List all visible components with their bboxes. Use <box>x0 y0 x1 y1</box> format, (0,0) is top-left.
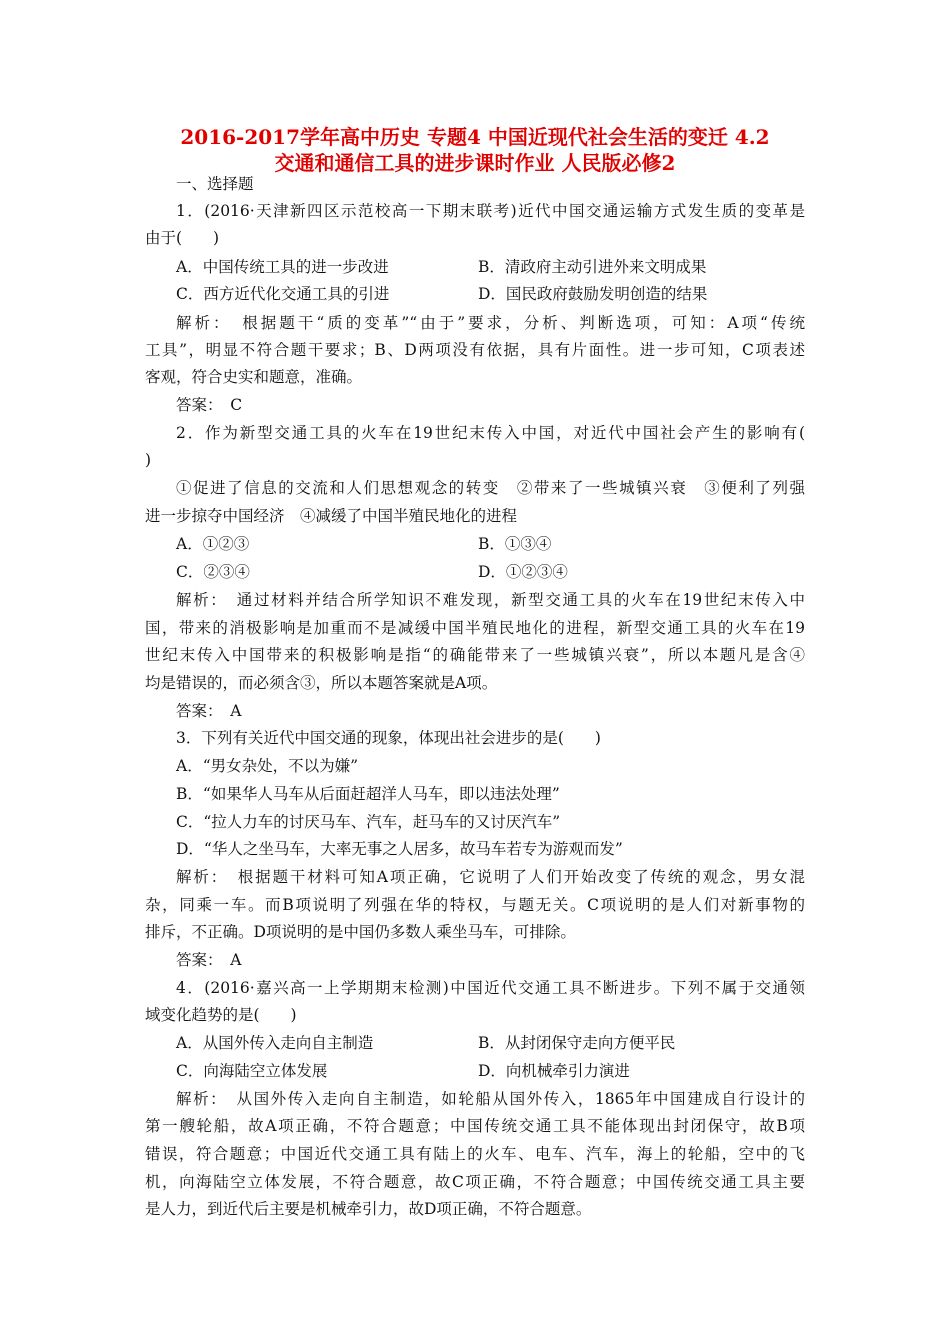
q3-answer: 答案： A <box>176 951 242 969</box>
q3-option-d: D．“华人之坐马车，大率无事之人居多，故马车若专为游观而发” <box>176 840 623 858</box>
q1-option-c: C．西方近代化交通工具的引进 <box>176 285 390 303</box>
q2-statements-line-2: 进一步掠夺中国经济 ④减缓了中国半殖民地化的进程 <box>145 507 518 525</box>
q2-explanation-line-4: 均是错误的，而必须含③，所以本题答案就是A项。 <box>145 674 498 692</box>
q4-explanation-line-3: 错误，符合题意；中国近代交通工具有陆上的火车、电车、汽车，海上的轮船，空中的飞 <box>145 1145 805 1163</box>
q1-explanation-line-2: 工具”，明显不符合题干要求；B、D两项没有依据，具有片面性。进一步可知，C项表述 <box>145 341 805 359</box>
q2-option-a: A．①②③ <box>176 535 250 553</box>
q2-explanation-line-1: 解析： 通过材料并结合所学知识不难发现，新型交通工具的火车在19世纪末传入中 <box>176 591 805 609</box>
q2-option-c: C．②③④ <box>176 563 250 581</box>
q4-option-a: A．从国外传入走向自主制造 <box>176 1034 374 1052</box>
q1-explanation-line-3: 客观，符合史实和题意，准确。 <box>145 368 363 386</box>
q2-explanation-line-3: 世纪末传入中国带来的积极影响是指“的确能带来了一些城镇兴衰”，所以本题凡是含④ <box>145 646 805 664</box>
q4-stem-line-2: 域变化趋势的是( ) <box>145 1006 297 1024</box>
q4-option-c: C．向海陆空立体发展 <box>176 1062 328 1080</box>
q4-explanation-line-5: 是人力，到近代后主要是机械牵引力，故D项正确，不符合题意。 <box>145 1200 592 1218</box>
q2-statements-line-1: ①促进了信息的交流和人们思想观念的转变 ②带来了一些城镇兴衰 ③便利了列强 <box>176 479 805 497</box>
q1-stem-line-1: 1．(2016·天津新四区示范校高一下期末联考)近代中国交通运输方式发生质的变革是 <box>176 202 805 220</box>
q3-option-c: C．“拉人力车的讨厌马车、汽车，赶马车的又讨厌汽车” <box>176 813 561 831</box>
q1-option-d: D．国民政府鼓励发明创造的结果 <box>478 285 708 303</box>
q2-answer: 答案： A <box>176 702 242 720</box>
document-title-line-1: 2016-2017学年高中历史 专题4 中国近现代社会生活的变迁 4.2 <box>180 125 770 149</box>
q4-explanation-line-4: 机，向海陆空立体发展，不符合题意，故C项正确，不符合题意；中国传统交通工具主要 <box>145 1173 805 1191</box>
q1-explanation-line-1: 解析： 根据题干“质的变革”“由于”要求，分析、判断选项，可知：A项“传统 <box>176 314 805 332</box>
q2-option-d: D．①②③④ <box>478 563 568 581</box>
q3-option-b: B．“如果华人马车从后面赶超洋人马车，即以违法处理” <box>176 785 560 803</box>
q4-option-b: B．从封闭保守走向方便平民 <box>478 1034 676 1052</box>
q1-stem-line-2: 由于( ) <box>145 229 220 247</box>
q2-stem-line-2: ) <box>145 451 152 469</box>
q1-answer: 答案： C <box>176 396 243 414</box>
q3-explanation-line-2: 杂，同乘一车。而B项说明了列强在华的特权，与题无关。C项说明的是人们对新事物的 <box>145 896 805 914</box>
q3-explanation-line-1: 解析： 根据题干材料可知A项正确，它说明了人们开始改变了传统的观念，男女混 <box>176 868 805 886</box>
q3-option-a: A．“男女杂处，不以为嫌” <box>176 757 359 775</box>
q3-stem: 3．下列有关近代中国交通的现象，体现出社会进步的是( ) <box>176 729 601 747</box>
q2-stem-line-1: 2．作为新型交通工具的火车在19世纪末传入中国，对近代中国社会产生的影响有( <box>176 424 805 442</box>
q2-explanation-line-2: 国，带来的消极影响是加重而不是减缓中国半殖民地化的进程，新型交通工具的火车在19 <box>145 619 805 637</box>
q3-explanation-line-3: 排斥，不正确。D项说明的是中国仍多数人乘坐马车，可排除。 <box>145 923 576 941</box>
q4-stem-line-1: 4．(2016·嘉兴高一上学期期末检测)中国近代交通工具不断进步。下列不属于交通领 <box>176 979 805 997</box>
q4-option-d: D．向机械牵引力演进 <box>478 1062 630 1080</box>
q1-option-a: A．中国传统工具的进一步改进 <box>176 258 389 276</box>
q1-option-b: B．清政府主动引进外来文明成果 <box>478 258 707 276</box>
q4-explanation-line-1: 解析： 从国外传入走向自主制造，如轮船从国外传入，1865年中国建成自行设计的 <box>176 1090 805 1108</box>
section-heading: 一、选择题 <box>176 175 254 193</box>
document-title-line-2: 交通和通信工具的进步课时作业 人民版必修2 <box>274 151 676 175</box>
q2-option-b: B．①③④ <box>478 535 552 553</box>
q4-explanation-line-2: 第一艘轮船，故A项正确，不符合题意；中国传统交通工具不能体现出封闭保守，故B项 <box>145 1117 805 1135</box>
